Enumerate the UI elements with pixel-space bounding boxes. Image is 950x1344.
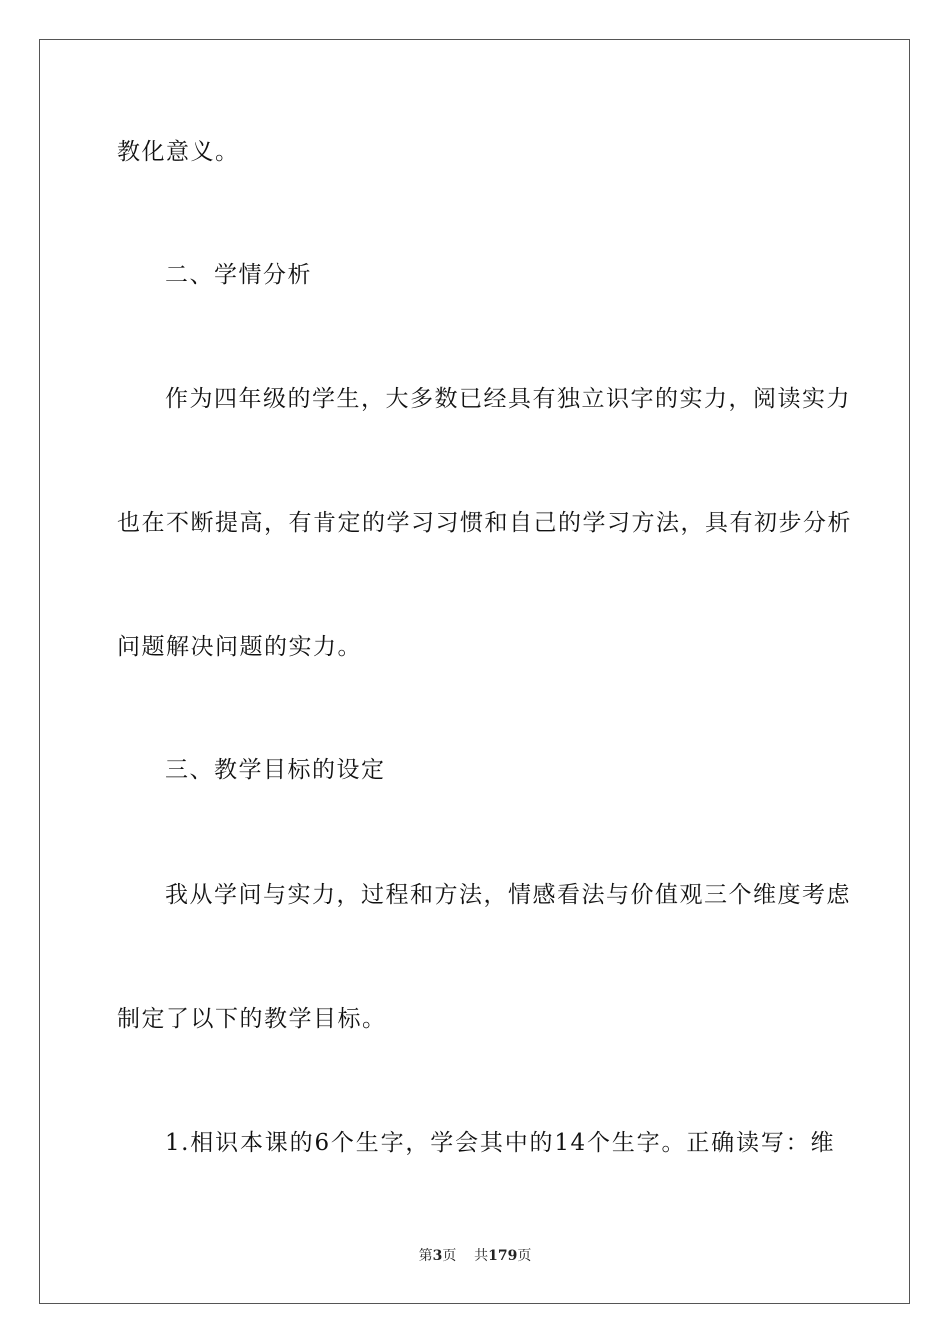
page-border <box>39 39 910 1304</box>
footer-total-pages: 179 <box>488 1248 518 1264</box>
footer-page-prefix: 第 <box>418 1248 433 1264</box>
footer-page-number: 3 <box>432 1248 443 1264</box>
section-heading-teaching-goals: 三、教学目标的设定 <box>165 757 386 783</box>
footer-total-prefix: 共 <box>474 1248 489 1264</box>
footer-total-suffix: 页 <box>517 1248 532 1264</box>
paragraph-line: 作为四年级的学生，大多数已经具有独立识字的实力，阅读实力 <box>165 386 851 412</box>
paragraph-line: 问题解决问题的实力。 <box>117 634 362 660</box>
page-footer <box>0 1247 950 1265</box>
list-item-goal-1: 1.相识本课的6个生字，学会其中的14个生字。正确读写：维 <box>165 1130 835 1156</box>
paragraph-continuation-line: 教化意义。 <box>117 139 240 165</box>
footer-page-suffix: 页 <box>442 1248 457 1264</box>
paragraph-line: 制定了以下的教学目标。 <box>117 1006 387 1032</box>
section-heading-learning-analysis: 二、学情分析 <box>165 262 312 288</box>
paragraph-line: 也在不断提高，有肯定的学习习惯和自己的学习方法，具有初步分析 <box>117 510 852 536</box>
paragraph-line: 我从学问与实力，过程和方法，情感看法与价值观三个维度考虑 <box>165 882 851 908</box>
